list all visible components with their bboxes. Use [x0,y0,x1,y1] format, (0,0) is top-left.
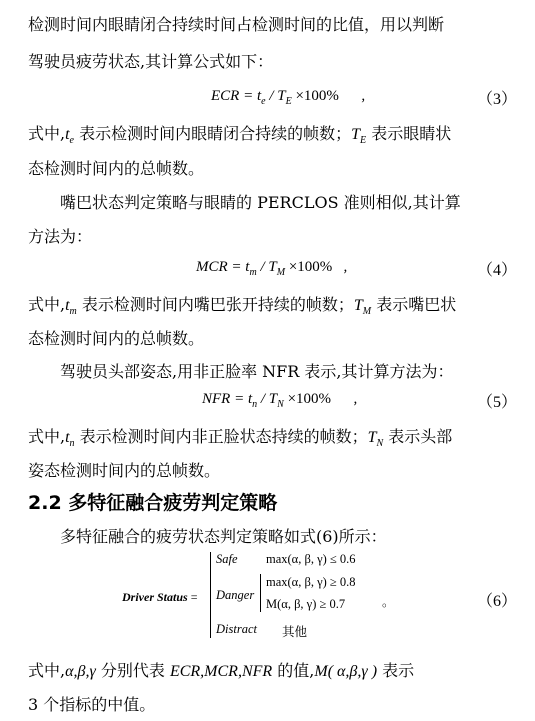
paragraph-line [28,424,519,449]
text: 式中, [28,295,66,314]
symbol-sub: E [360,135,367,147]
text: 式中, [28,661,66,680]
eq-subscript: m [249,267,257,278]
paragraph-line: 方法为： [28,227,93,246]
symbol: M( α,β,γ ) [314,663,378,680]
symbol: T [351,126,360,143]
eq6-case-safe [216,552,238,567]
symbol-sub: e [69,135,74,147]
text: 式中, [28,124,66,143]
equation-ecr: ECR = $t_e / T_E \times 100\%$ , [211,88,366,107]
eq-symbol: t [245,259,250,275]
symbol: t [65,126,70,143]
text: 表示嘴巴状 [371,295,457,314]
eq6-brace [210,552,211,638]
text: 分别代表 [95,661,170,680]
eq-symbol: t [247,391,253,407]
text: 表示头部 [383,427,453,446]
equation-number: （4） [476,262,517,279]
text: 表示检测时间内嘴巴张开持续的帧数； [76,295,354,314]
eq6-case-distract [216,622,257,637]
symbol-sub: n [69,438,75,450]
text: 表示眼睛状 [366,124,452,143]
symbol: α,β,γ [65,663,96,680]
symbol: T [367,429,377,446]
paragraph-line [28,658,519,681]
symbol-sub: m [69,306,77,318]
text: 式中, [28,427,66,446]
eq-subscript: e [261,96,266,107]
eq6-danger-cond1: max(α, β, γ) ≥ 0.8 [266,575,356,589]
eq-symbol: T [277,88,286,104]
text: 表示 [377,661,415,680]
eq-symbol: T [268,391,278,407]
eq-subscript: n [252,399,258,410]
eq-subscript: M [276,267,286,278]
equation-mcr: MCR = $t_m / T_M \times 100\%$ , [196,259,348,278]
symbol-sub: N [376,438,384,450]
symbol: ECR,MCR,NFR [169,663,273,680]
eq6-period: 。 [382,595,395,609]
eq6-inner-brace [260,574,261,612]
eq6-other: 其他 [282,625,308,639]
paragraph-line: 3 个指标的中值。 [28,695,156,714]
equation-nfr: NFR = $t_n / T_N \times 100\%$ , [202,391,358,410]
eq6-label: Danger [216,588,255,602]
paragraph-line: 多特征融合的疲劳状态判定策略如式(6)所示： [60,527,387,546]
eq6-label: Distract [216,622,257,636]
eq-subscript: N [277,399,284,410]
equation-number: （5） [476,394,517,411]
section-heading: 2.2 多特征融合疲劳判定策略 [28,492,278,514]
paragraph-line: 态检测时间内的总帧数。 [28,329,205,348]
paragraph-line: 驾驶员疲劳状态,其计算公式如下： [28,52,274,71]
paragraph-line: 嘴巴状态判定策略与眼睛的 PERCLOS 准则相似,其计算 [60,193,461,212]
paragraph-line [28,121,519,146]
eq6-lhs-text: Driver Status [122,590,188,604]
eq6-label: Safe [216,552,238,566]
eq-symbol: t [256,88,262,104]
equation-number: （3） [476,91,517,108]
paragraph-line: 驾驶员头部姿态,用非正脸率 NFR 表示,其计算方法为： [60,362,454,381]
eq-symbol: T [268,259,277,275]
eq6-case-safe-cond: max(α, β, γ) ≤ 0.6 [266,552,356,566]
symbol: t [65,297,70,314]
text: 表示检测时间内非正脸状态持续的帧数； [74,427,368,446]
equation-number: （6） [476,593,517,610]
paragraph-line: 态检测时间内的总帧数。 [28,159,205,178]
paragraph-line [28,292,519,317]
symbol: t [65,429,70,446]
text: 表示检测时间内眼睛闭合持续的帧数； [74,124,352,143]
symbol-sub: M [362,306,372,318]
symbol: T [353,297,363,314]
eq6-case-danger [216,588,254,603]
paragraph-line: 检测时间内眼睛闭合持续时间占检测时间的比值，用以判断 [28,15,445,34]
text: 的值, [272,661,315,680]
paragraph-line: 姿态检测时间内的总帧数。 [28,461,221,480]
eq-subscript: E [285,96,292,107]
eq6-lhs: Driver Status = [122,590,198,604]
eq6-danger-cond2: M(α, β, γ) ≥ 0.7 [266,597,346,611]
